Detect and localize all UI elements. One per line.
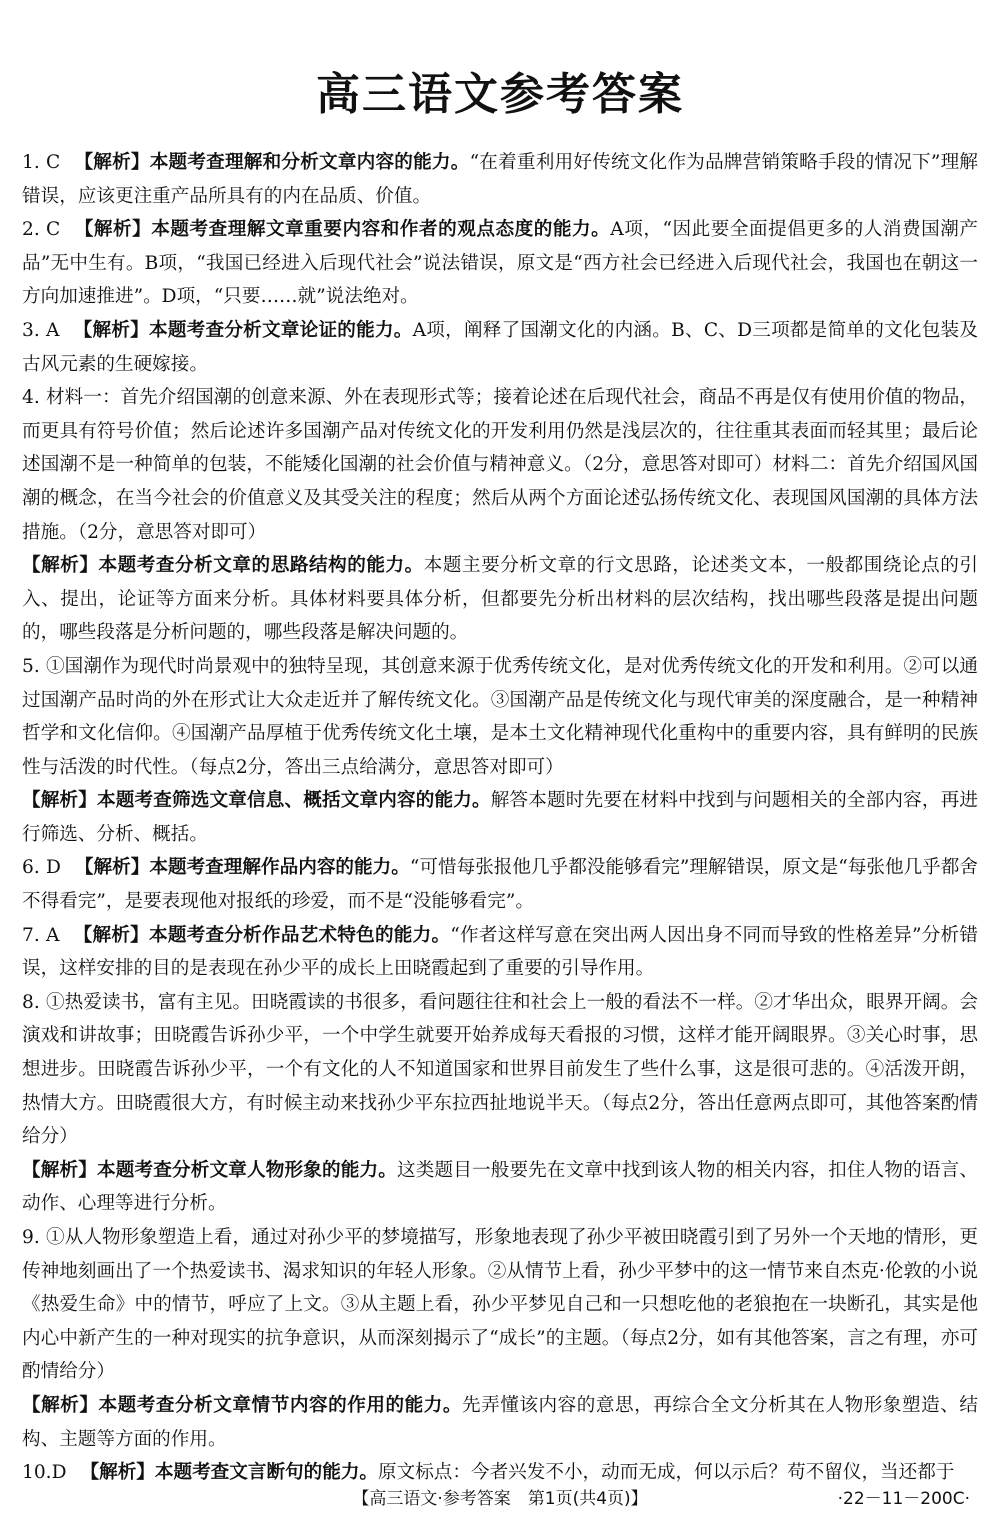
analysis-note-5 [22, 784, 978, 851]
page-footer: 【高三语文·参考答案 第1页(共4页)】 [352, 1489, 648, 1509]
analysis-note-9 [22, 1389, 978, 1456]
item-body: “可惜每张报他几乎都没能够看完”理解错误，原文是“每张他几乎都舍不得看完”，是要表现他对报纸的珍爱，而不是“没能够看完”。 [22, 857, 978, 913]
analysis-tag: 【解析】本题考查分析文章人物形象的能力。 [22, 1159, 397, 1181]
analysis-tag: 【解析】本题考查理解和分析文章内容的能力。 [74, 152, 470, 173]
item-number: 7. [22, 924, 40, 946]
item-number: 10. [22, 1462, 52, 1484]
answer-item-3 [22, 314, 978, 381]
analysis-text: 先弄懂该内容的意思，再综合全文分析其在人物形象塑造、结构、主题等方面的作用。 [22, 1394, 978, 1450]
item-body: ①热爱读书，富有主见。田晓霞读的书很多，看问题往往和社会上一般的看法不一样。②才华出众，眼界开阔。会演戏和讲故事；田晓霞告诉孙少平，一个中学生就要开始养成每天看报的习惯，这样才能开阔眼界。③关心时事，思想进步。田晓霞告诉孙少平，一个有文化的人不知道国家和世界目前发生了些什么事，这是很可悲的。④活泼开朗，热情大方。田晓霞很大方，有时候主动来找孙少平东拉西扯地说半天。（每点2分，答出任意两点即可，其他答案酌情给分） [22, 991, 978, 1148]
item-number: 1. [22, 152, 40, 173]
analysis-tag: 【解析】本题考查分析文章的思路结构的能力。 [22, 555, 424, 577]
analysis-text: 解答本题时先要在材料中找到与问题相关的全部内容，再进行筛选、分析、概括。 [22, 790, 978, 845]
item-answer: A [46, 319, 60, 341]
analysis-note-8 [22, 1154, 978, 1221]
analysis-tag: 【解析】本题考查筛选文章信息、概括文章内容的能力。 [22, 790, 491, 812]
item-answer: D [46, 857, 61, 879]
analysis-note-4 [22, 549, 978, 650]
answer-item-7 [22, 919, 978, 986]
analysis-tag: 【解析】本题考查文言断句的能力。 [80, 1462, 379, 1484]
item-body: ①国潮作为现代时尚景观中的独特呈现，其创意来源于优秀传统文化，是对优秀传统文化的开发和利用。②可以通过国潮产品时尚的外在形式让大众走近并了解传统文化。③国潮产品是传统文化与现代审美的深度融合，是一种精神哲学和文化信仰。④国潮产品厚植于优秀传统文化土壤，是本土文化精神现代化重构中的重要内容，具有鲜明的民族性与活泼的时代性。（每点2分，答出三点给满分，意思答对即可） [22, 655, 978, 778]
answer-list [22, 146, 978, 1490]
answer-item-2 [22, 213, 978, 314]
item-answer: A [46, 924, 60, 946]
analysis-tag: 【解析】本题考查分析文章论证的能力。 [73, 319, 413, 341]
analysis-tag: 【解析】本题考查理解作品内容的能力。 [74, 857, 410, 879]
item-number: 5. [22, 655, 40, 677]
page-title: 高三语文参考答案 [316, 69, 684, 120]
item-number: 4. [22, 387, 40, 409]
item-body: “作者这样写意在突出两人因出身不同而导致的性格差异”分析错误，这样安排的目的是表现在孙少平的成长上田晓霞起到了重要的引导作用。 [22, 924, 978, 980]
analysis-text: 本题主要分析文章的行文思路，论述类文本，一般都围绕论点的引入、提出，论证等方面来分析。具体材料要具体分析，但都要先分析出材料的层次结构，找出哪些段落是提出问题的，哪些段落是分析问题的，哪些段落是解决问题的。 [22, 555, 978, 644]
item-body: A项，阐释了国潮文化的内涵。B、C、D三项都是简单的文化包装及古风元素的生硬嫁接。 [22, 319, 978, 375]
item-answer: C [46, 219, 61, 241]
item-number: 6. [22, 857, 40, 879]
item-answer: D [51, 1462, 67, 1484]
item-number: 2. [22, 219, 40, 241]
answer-item-8 [22, 986, 978, 1154]
answer-item-5 [22, 650, 978, 784]
answer-item-6 [22, 851, 978, 918]
item-answer: C [46, 152, 61, 173]
answer-item-1 [22, 146, 978, 213]
analysis-tag: 【解析】本题考查理解文章重要内容和作者的观点态度的能力。 [74, 219, 611, 241]
item-number: 3. [22, 319, 40, 341]
item-body: 材料一：首先介绍国潮的创意来源、外在表现形式等；接着论述在后现代社会，商品不再是仅有使用价值的物品，而更具有符号价值；然后论述许多国潮产品对传统文化的开发利用仍然是浅层次的，往往重其表面而轻其里；最后论述国潮不是一种简单的包装，不能矮化国潮的社会价值与精神意义。（2分，意思答对即可）材料二：首先介绍国风国潮的概念，在当今社会的价值意义及其受关注的程度；然后从两个方面论述弘扬传统文化、表现国风国潮的具体方法措施。（2分，意思答对即可） [22, 387, 978, 543]
analysis-text: 这类题目一般要先在文章中找到该人物的相关内容，扣住人物的语言、动作、心理等进行分析。 [22, 1159, 978, 1215]
item-body: A项，“因此要全面提倡更多的人消费国潮产品”无中生有。B项，“我国已经进入后现代社会”说法错误，原文是“西方社会已经进入后现代社会，我国也在朝这一方向加速推进”。D项，“只要……就”说法绝对。 [22, 219, 978, 308]
analysis-tag: 【解析】本题考查分析文章情节内容的作用的能力。 [22, 1394, 462, 1416]
item-number: 8. [22, 991, 40, 1013]
item-number: 9. [22, 1227, 40, 1248]
answer-item-9 [22, 1221, 978, 1389]
item-body: ①从人物形象塑造上看，通过对孙少平的梦境描写，形象地表现了孙少平被田晓霞引到了另外一个天地的情形，更传神地刻画出了一个热爱读书、渴求知识的年轻人形象。②从情节上看，孙少平梦中的这一情节来自杰克·伦敦的小说《热爱生命》中的情节，呼应了上文。③从主题上看，孙少平梦见自己和一只想吃他的老狼抱在一块断孔，其实是他内心中新产生的一种对现实的抗争意识，从而深刻揭示了“成长”的主题。（每点2分，如有其他答案，言之有理，亦可酌情给分） [22, 1227, 978, 1383]
answer-item-4 [22, 381, 978, 549]
item-body: 原文标点：今者兴发不小，动而无成，何以示后？苟不留仪，当还都于 [378, 1462, 955, 1484]
analysis-tag: 【解析】本题考查分析作品艺术特色的能力。 [73, 924, 451, 946]
item-body: “在着重利用好传统文化作为品牌营销策略手段的情况下”理解错误，应该更注重产品所具有的内在品质、价值。 [22, 152, 978, 207]
footer-code: ·22－11－200C· [837, 1489, 970, 1509]
